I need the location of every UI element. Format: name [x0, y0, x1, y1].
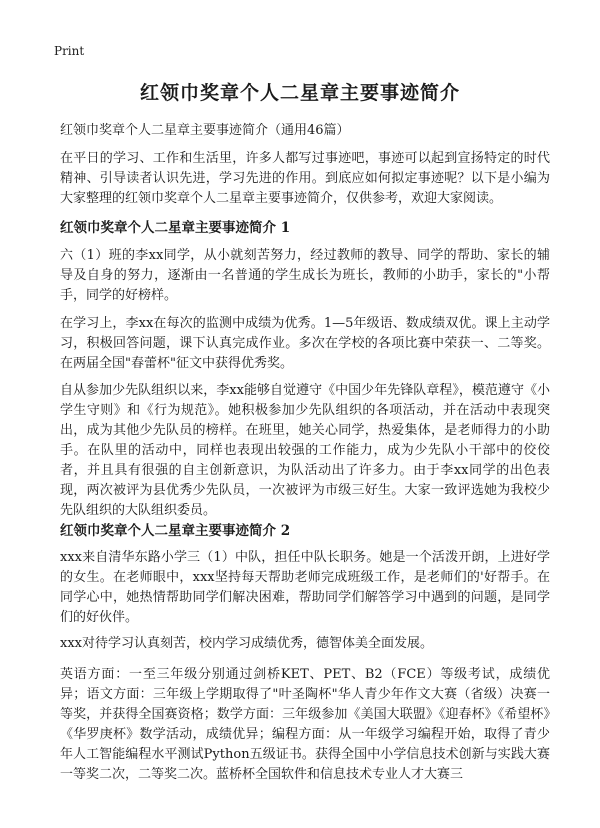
section-2-heading: 红领巾奖章个人二星章主要事迹简介 2	[60, 523, 291, 539]
intro-paragraph: 在平日的学习、工作和生活里，许多人都写过事迹吧，事迹可以起到宣扬特定的时代精神、引导读者认识先进，学习先进的作用。到底应如何拟定事迹呢？以下是小编为大家整理的红领巾奖章个人二星章主要事迹简介，仅供参考，欢迎大家阅读。	[60, 151, 550, 206]
section-2-paragraph-3: 英语方面：一至三年级分别通过剑桥KET、PET、B2（FCE）等级考试，成绩优异；语文方面：三年级上学期取得了"叶圣陶杯"华人青少年作文大赛（省级）决赛一等奖，并获得全国赛资格；数学方面：三年级参加《美国大联盟》《迎春杯》《希望杯》《华罗庚杯》数学活动，成绩优异；编程方面：从一年级学习编程开始，取得了青少年人工智能编程水平测试Python五级证书。获得全国中小学信息技术创新与实践大赛一等奖二次，二等奖二次。蓝桥杯全国软件和信息技术专业人才大赛三	[60, 667, 550, 782]
section-1-paragraph-2: 在学习上，李xx在每次的监测中成绩为优秀。1—5年级语、数成绩双优。课上主动学习，积极回答问题，课下认真完成作业。多次在学校的各项比赛中荣获一、二等奖。在两届全国"春蕾杯"征文中获得优秀奖。	[60, 316, 550, 371]
page-title: 红领巾奖章个人二星章主要事迹简介	[139, 82, 460, 104]
section-1-paragraph-1: 六（1）班的李xx同学，从小就刻苦努力，经过教师的教导、同学的帮助、家长的辅导及自身的努力，逐渐由一名普通的学生成长为班长，教师的小助手，家长的"小帮手，同学的好榜样。	[60, 248, 550, 303]
section-1-heading: 红领巾奖章个人二星章主要事迹简介 1	[60, 220, 291, 236]
section-2-paragraph-1: xxx来自清华东路小学三（1）中队，担任中队长职务。她是一个活泼开朗，上进好学的女生。在老师眼中，xxx坚持每天帮助老师完成班级工作，是老师们的'好帮手。在同学心中，她热情帮助同学们解决困难，帮助同学们解答学习中遇到的问题，是同学们的好伙伴。	[60, 550, 550, 625]
print-link[interactable]: Print	[54, 44, 85, 58]
document-subtitle: 红领巾奖章个人二星章主要事迹简介（通用46篇）	[60, 123, 350, 138]
section-1-paragraph-3: 自从参加少先队组织以来，李xx能够自觉遵守《中国少年先锋队章程》，模范遵守《小学生守则》和《行为规范》。她积极参加少先队组织的各项活动，并在活动中表现突出，成为其他少先队员的榜样。在班里，她关心同学，热爱集体，是老师得力的小助手。在队里的活动中，同样也表现出较强的工作能力，成为少先队小干部中的佼佼者，并且具有很强的自主创新意识，为队活动出了许多力。由于李xx同学的出色表现，两次被评为县优秀少先队员，一次被评为市级三好生。大家一致评选她为我校少先队组织的大队组织委员。	[60, 383, 550, 518]
section-2-paragraph-2: xxx对待学习认真刻苦，校内学习成绩优秀，德智体美全面发展。	[60, 636, 433, 651]
